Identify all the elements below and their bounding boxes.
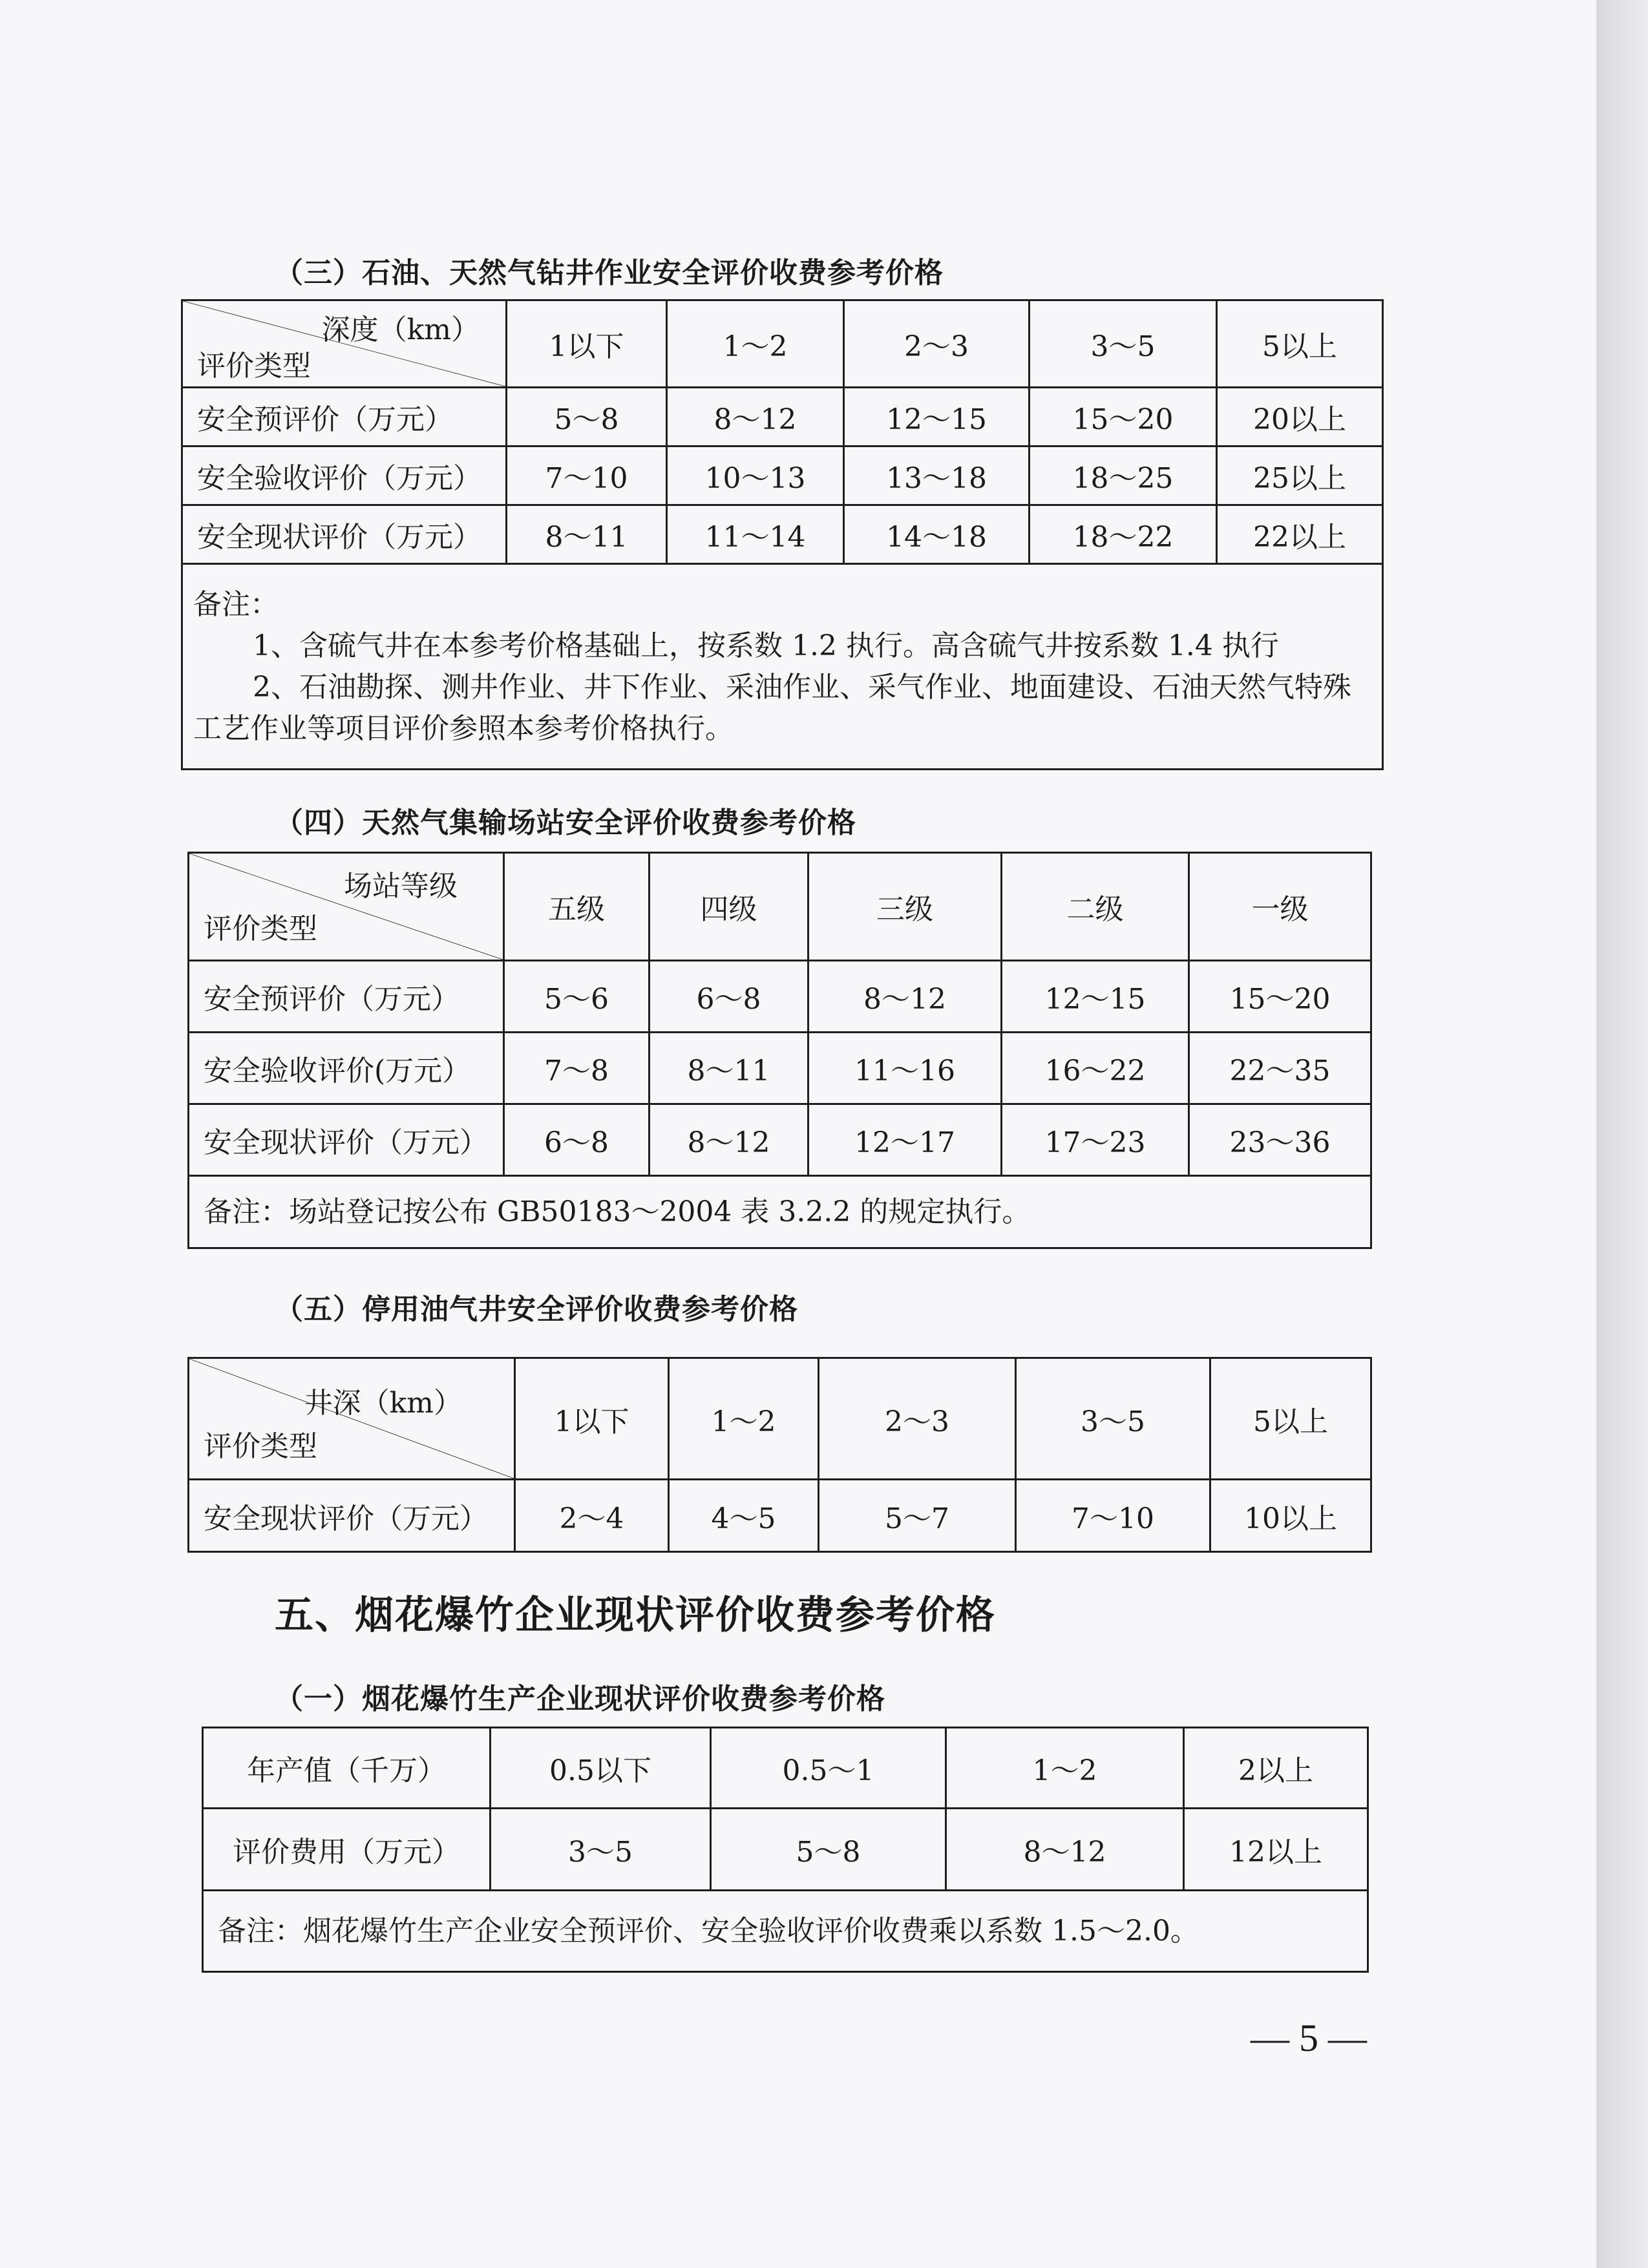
- table-cell: 1～2: [946, 1728, 1184, 1809]
- table-cell: 11～16: [808, 1033, 1002, 1104]
- section4-corner-bottom-label: 评价类型: [204, 912, 317, 945]
- table-cell: 12～17: [808, 1104, 1002, 1176]
- table-cell: 16～22: [1002, 1033, 1189, 1104]
- table-cell: 8～12: [946, 1809, 1184, 1891]
- row-label: 安全现状评价（万元）: [189, 1104, 504, 1176]
- table-cell: 18～22: [1030, 505, 1217, 564]
- table-cell: 2～4: [515, 1480, 669, 1552]
- table-row: [189, 1033, 1371, 1104]
- table-cell: 4～5: [669, 1480, 819, 1552]
- row-label: 安全验收评价（万元）: [182, 446, 507, 505]
- row-label: 安全预评价（万元）: [189, 961, 504, 1033]
- section3-col-header: 1以下: [507, 300, 667, 388]
- section5-col-header: 5以上: [1210, 1358, 1371, 1480]
- section4-col-header: 二级: [1002, 853, 1189, 961]
- section3-corner-top-label: 深度（km）: [321, 313, 480, 346]
- table-cell: 15～20: [1189, 961, 1371, 1033]
- table-row: [189, 1104, 1371, 1176]
- table-cell: 8～11: [507, 505, 667, 564]
- note-title: 备注：: [193, 587, 279, 621]
- section5-col-header: 1～2: [669, 1358, 819, 1480]
- table-cell: 12～15: [844, 388, 1030, 446]
- table-cell: 13～18: [844, 446, 1030, 505]
- table-cell: 15～20: [1030, 388, 1217, 446]
- section5-col-header: 3～5: [1016, 1358, 1210, 1480]
- table-cell: 23～36: [1189, 1104, 1371, 1176]
- section5-col-header: 2～3: [819, 1358, 1016, 1480]
- table-cell: 25以上: [1217, 446, 1383, 505]
- section3-note: [182, 564, 1383, 770]
- table-cell: 10～13: [667, 446, 844, 505]
- section3-col-header: 2～3: [844, 300, 1030, 388]
- section5-corner-top-label: 井深（km）: [304, 1387, 462, 1420]
- note-item: 1、含硫气井在本参考价格基础上，按系数 1.2 执行。高含硫气井按系数 1.4 执行: [253, 629, 1279, 662]
- table-cell: 17～23: [1002, 1104, 1189, 1176]
- section3-header-corner: [182, 300, 507, 388]
- table-cell: 8～12: [667, 388, 844, 446]
- table-cell: 5～7: [819, 1480, 1016, 1552]
- section5-corner-bottom-label: 评价类型: [204, 1430, 317, 1463]
- table-cell: 0.5～1: [711, 1728, 946, 1809]
- section5-table: [187, 1357, 1372, 1553]
- note-item: 2、石油勘探、测井作业、井下作业、采油作业、采气作业、地面建设、石油天然气特殊工艺作业等项目评价参照本参考价格执行。: [193, 670, 1351, 745]
- table-row: [203, 1728, 1368, 1809]
- table-cell: 6～8: [650, 961, 808, 1033]
- section3-title: （三）石油、天然气钻井作业安全评价收费参考价格: [275, 257, 944, 289]
- table-cell: 12～15: [1002, 961, 1189, 1033]
- table-cell: 0.5以下: [491, 1728, 711, 1809]
- section3-corner-bottom-label: 评价类型: [197, 350, 311, 383]
- table-row: [182, 446, 1383, 505]
- section5-title: （五）停用油气井安全评价收费参考价格: [275, 1293, 798, 1326]
- table-row: [189, 961, 1371, 1033]
- part5-table: [202, 1727, 1369, 1973]
- section4-header-corner: [189, 853, 504, 961]
- table-cell: 8～12: [808, 961, 1002, 1033]
- section4-col-header: 五级: [504, 853, 650, 961]
- table-cell: 5～8: [711, 1809, 946, 1891]
- row-label: 年产值（千万）: [203, 1728, 491, 1809]
- row-label: 安全现状评价（万元）: [189, 1480, 515, 1552]
- table-cell: 14～18: [844, 505, 1030, 564]
- section4-col-header: 一级: [1189, 853, 1371, 961]
- section4-col-header: 三级: [808, 853, 1002, 961]
- row-label: 安全现状评价（万元）: [182, 505, 507, 564]
- row-label: 安全预评价（万元）: [182, 388, 507, 446]
- part5-sub1-title: （一）烟花爆竹生产企业现状评价收费参考价格: [275, 1683, 885, 1716]
- part5-title: 五、烟花爆竹企业现状评价收费参考价格: [275, 1593, 996, 1638]
- table-row: [189, 1480, 1371, 1552]
- table-cell: 2以上: [1184, 1728, 1368, 1809]
- section3-col-header: 1～2: [667, 300, 844, 388]
- row-label: 评价费用（万元）: [203, 1809, 491, 1891]
- table-cell: 8～12: [650, 1104, 808, 1176]
- part5-note: 备注：烟花爆竹生产企业安全预评价、安全验收评价收费乘以系数 1.5～2.0。: [203, 1891, 1368, 1972]
- section4-title: （四）天然气集输场站安全评价收费参考价格: [275, 806, 856, 839]
- section3-col-header: 3～5: [1030, 300, 1217, 388]
- row-label: 安全验收评价(万元）: [189, 1033, 504, 1104]
- table-cell: 20以上: [1217, 388, 1383, 446]
- table-cell: 18～25: [1030, 446, 1217, 505]
- section4-table: [187, 852, 1372, 1249]
- table-cell: 7～10: [1016, 1480, 1210, 1552]
- section3-col-header: 5以上: [1217, 300, 1383, 388]
- table-cell: 22～35: [1189, 1033, 1371, 1104]
- table-cell: 10以上: [1210, 1480, 1371, 1552]
- section3-table: [181, 299, 1384, 770]
- table-cell: 7～10: [507, 446, 667, 505]
- table-cell: 7～8: [504, 1033, 650, 1104]
- table-cell: 5～8: [507, 388, 667, 446]
- page-edge: [1596, 0, 1648, 2268]
- section5-col-header: 1以下: [515, 1358, 669, 1480]
- table-cell: 22以上: [1217, 505, 1383, 564]
- section4-note: 备注：场站登记按公布 GB50183～2004 表 3.2.2 的规定执行。: [189, 1176, 1371, 1248]
- section5-header-corner: [189, 1358, 515, 1480]
- table-cell: 5～6: [504, 961, 650, 1033]
- table-cell: 8～11: [650, 1033, 808, 1104]
- table-cell: 3～5: [491, 1809, 711, 1891]
- page-number: — 5 —: [1251, 2017, 1367, 2059]
- table-cell: 12以上: [1184, 1809, 1368, 1891]
- table-cell: 11～14: [667, 505, 844, 564]
- table-row: [203, 1809, 1368, 1891]
- section4-corner-top-label: 场站等级: [344, 870, 458, 903]
- table-row: [182, 388, 1383, 446]
- table-row: [182, 505, 1383, 564]
- section4-col-header: 四级: [650, 853, 808, 961]
- table-cell: 6～8: [504, 1104, 650, 1176]
